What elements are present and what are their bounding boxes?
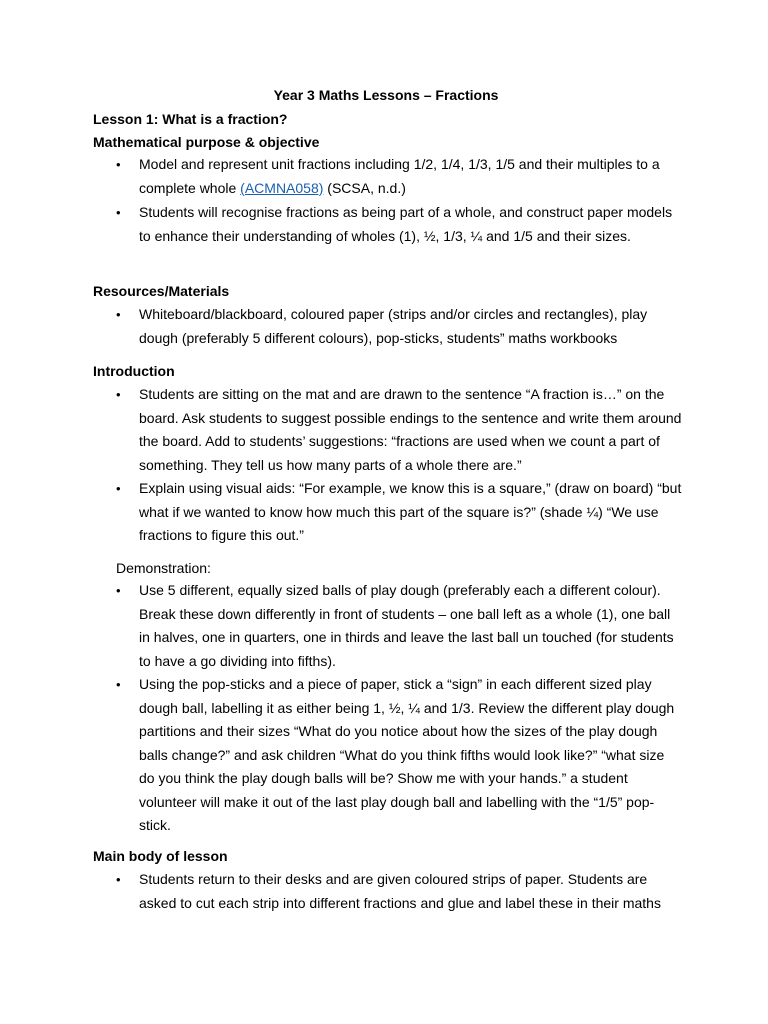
demonstration-heading: Demonstration: — [116, 560, 211, 576]
purpose-heading: Mathematical purpose & objective — [93, 134, 320, 150]
bullet-text — [139, 153, 683, 200]
document-title: Year 3 Maths Lessons – Fractions — [273, 87, 499, 103]
acmna058-link[interactable]: (ACMNA058) — [240, 179, 324, 196]
bullet-icon: • — [116, 583, 121, 598]
bullet-icon: • — [116, 387, 121, 402]
bullet-text: Whiteboard/blackboard, coloured paper (strips and/or circles and rectangles), play dough (preferably 5 different colours), pop-sticks, students” maths workbooks — [139, 306, 648, 346]
intro-bullet-1 — [93, 383, 683, 477]
bullet-text: Explain using visual aids: “For example, we know this is a square,” (draw on board) “but what if we wanted to know how much this part of the square is?” (shade ¼) “We use fractions to figure this out.” — [139, 480, 682, 543]
intro-bullet-2 — [93, 477, 683, 548]
bullet-text: Using the pop-sticks and a piece of paper, stick a “sign” in each different sized play dough ball, labelling it as either being 1, ½, ¼ and 1/3. Review the different play dough partitions and their sizes “What do you notice about how the sizes of the play dough balls change?” and ask children “What do you think fifths would look like?” “what size do you think the play dough balls will be? Show me with your hands.” a student volunteer will make it out of the last play dough ball and labelling with the “1/5” pop-stick. — [139, 676, 675, 833]
demo-bullet-2 — [93, 673, 683, 838]
introduction-heading: Introduction — [93, 363, 175, 379]
bullet-icon: • — [116, 307, 121, 322]
purpose-bullet-2 — [93, 201, 683, 248]
bullet-text: Use 5 different, equally sized balls of play dough (preferably each a different colour). Break these down differently in front of students – one ball left as a whole (1), one ball in halves, one in quarters, one in thirds and leave the last ball un touched (for students to have a go dividing into fifths). — [139, 582, 674, 669]
bullet-text: Students are sitting on the mat and are drawn to the sentence “A fraction is…” on the board. Ask students to suggest possible endings to the sentence and write them around the board. Add to students’ suggestions: “fractions are used when we count a part of something. They tell us how many parts of a whole there are.” — [139, 386, 682, 473]
resources-bullet-1 — [93, 303, 683, 350]
bullet-text-part: Model and represent unit fractions including 1/2, 1/4, 1/3, 1/5 and their multiples to a complete whole — [139, 156, 660, 196]
main-bullet-1 — [93, 868, 683, 915]
main-body-heading: Main body of lesson — [93, 848, 228, 864]
bullet-icon: • — [116, 677, 121, 692]
bullet-text-part: (SCSA, n.d.) — [323, 179, 406, 196]
resources-heading: Resources/Materials — [93, 283, 230, 299]
bullet-text: Students will recognise fractions as being part of a whole, and construct paper models to enhance their understanding of wholes (1), ½, 1/3, ¼ and 1/5 and their sizes. — [139, 204, 673, 244]
purpose-bullet-1 — [93, 153, 683, 200]
lesson-heading: Lesson 1: What is a fraction? — [93, 111, 288, 127]
bullet-icon: • — [116, 157, 121, 172]
demo-bullet-1 — [93, 579, 683, 673]
bullet-icon: • — [116, 481, 121, 496]
bullet-icon: • — [116, 205, 121, 220]
bullet-icon: • — [116, 872, 121, 887]
bullet-text: Students return to their desks and are given coloured strips of paper. Students are asked to cut each strip into different fractions and glue and label these in their maths — [139, 871, 661, 911]
